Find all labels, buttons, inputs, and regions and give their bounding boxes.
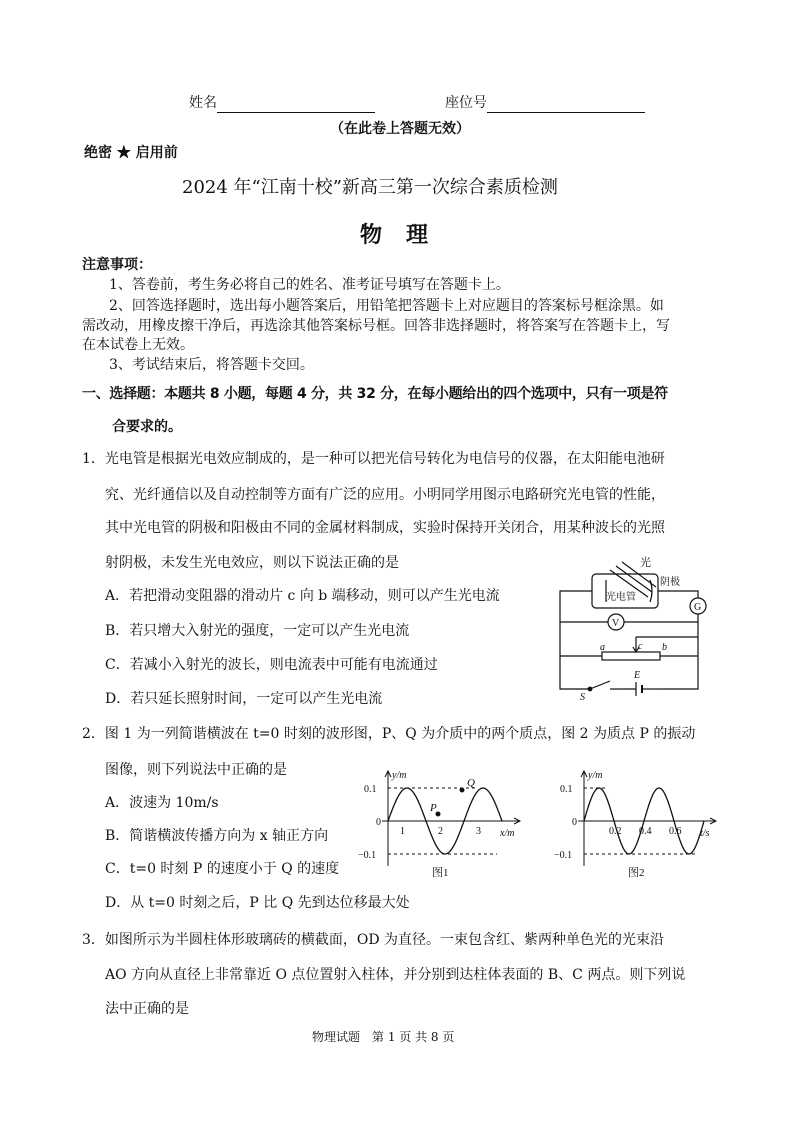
q1-option-c: C．若减小入射光的波长，则电流表中可能有电流通过 <box>105 657 438 673</box>
fig2-caption: 图2 <box>628 867 645 879</box>
t-tick-1: 0.2 <box>609 826 622 837</box>
label-E: E <box>634 670 641 681</box>
y-max-label: 0.1 <box>560 784 573 795</box>
rheostat <box>602 652 660 660</box>
q3-stem-line-1: 3．如图所示为半圆柱体形玻璃砖的横截面，OD 为直径。一束包含红、紫两种单色光的光束沿 <box>82 932 665 948</box>
switch-S[interactable] <box>590 681 610 689</box>
t-tick-2: 0.4 <box>639 826 652 837</box>
cathode-label: 阴极 <box>660 577 680 588</box>
fig1-caption: 图1 <box>432 867 449 879</box>
q1-stem-line-1: 1．光电管是根据光电效应制成的，是一种可以把光信号转化为电信号的仪器，在太阳能电池研 <box>82 451 665 467</box>
t-tick-3: 0.6 <box>669 826 682 837</box>
section-heading-line-2: 合要求的。 <box>112 419 182 435</box>
label-P: P <box>430 802 437 814</box>
q1-option-b: B．若只增大入射光的强度，一定可以产生光电流 <box>105 623 410 639</box>
q2-vibration-graph-fig2 <box>548 766 720 882</box>
x-label: x/m <box>500 828 515 839</box>
label-b: b <box>662 642 667 653</box>
origin-label: 0 <box>376 817 381 828</box>
q2-option-c: C．t=0 时刻 P 的速度小于 Q 的速度 <box>105 861 340 877</box>
note-2-line-2: 需改动，用橡皮擦干净后，再选涂其他答案标号框。回答非选择题时，将答案写在答题卡上，写 <box>82 318 670 334</box>
name-field-row <box>189 93 375 113</box>
light-label: 光 <box>640 557 651 569</box>
q2-option-d: D．从 t=0 时刻之后，P 比 Q 先到达位移最大处 <box>105 895 410 911</box>
label-Q: Q <box>467 777 475 789</box>
q2-option-a: A．波速为 10m/s <box>105 795 219 811</box>
name-blank <box>217 98 375 113</box>
q1-option-a: A．若把滑动变阻器的滑动片 c 向 b 端移动，则可以产生光电流 <box>105 588 500 604</box>
origin-label: 0 <box>572 817 577 828</box>
section-heading-line-1: 一、选择题：本题共 8 小题，每题 4 分，共 32 分，在每小题给出的四个选项中，只有一项是符 <box>82 386 668 402</box>
x-tick-1: 1 <box>400 826 405 837</box>
point-Q <box>460 788 464 792</box>
q2-stem-line-1: 2．图 1 为一列简谐横波在 t=0 时刻的波形图，P、Q 为介质中的两个质点，图 2 为质点 P 的振动 <box>82 726 696 742</box>
wire-left <box>560 591 592 689</box>
q1-stem-line-2: 究、光纤通信以及自动控制等方面有广泛的应用。小明同学用图示电路研究光电管的性能， <box>105 487 665 503</box>
q1-stem-line-4: 射阴极，未发生光电效应，则以下说法正确的是 <box>105 555 399 571</box>
secret-mark: 绝密 ★ 启用前 <box>84 145 178 161</box>
seat-label: 座位号 <box>445 95 487 111</box>
galvanometer-label: G <box>694 602 702 613</box>
light-ray <box>616 566 652 592</box>
voltmeter-label: V <box>612 618 620 629</box>
q3-stem-line-2: AO 方向从直径上非常靠近 O 点位置射入柱体，并分别到达柱体表面的 B、C 两点。则下列说 <box>105 967 686 983</box>
y-min-label: −0.1 <box>358 850 377 861</box>
note-1: 1、答卷前，考生务必将自己的姓名、准考证号填写在答题卡上。 <box>109 277 510 293</box>
q1-stem-line-3: 其中光电管的阴极和阳极由不同的金属材料制成，实验时保持开关闭合，用某种波长的光照 <box>105 520 665 536</box>
q2-option-b: B．简谐横波传播方向为 x 轴正方向 <box>105 828 329 844</box>
y-label: y/m <box>392 770 407 781</box>
q2-wave-graph-fig1 <box>352 766 524 882</box>
name-label: 姓名 <box>189 95 217 111</box>
note-2-line-3: 在本试卷上无效。 <box>82 337 194 353</box>
q1-circuit-diagram <box>548 552 718 702</box>
label-a: a <box>600 642 605 653</box>
seat-field-row <box>445 93 645 113</box>
x-label: t/s <box>700 828 710 839</box>
q1-option-d: D．若只延长照射时间，一定可以产生光电流 <box>105 691 383 707</box>
phototube-label: 光电管 <box>606 592 636 603</box>
label-c: c <box>638 641 643 652</box>
wire-top-right <box>658 591 698 598</box>
y-label: y/m <box>588 770 603 781</box>
exam-title: 2024 年“江南十校”新高三第一次综合素质检测 <box>182 177 558 198</box>
notes-heading: 注意事项： <box>82 257 152 273</box>
page-footer: 物理试题 第 1 页 共 8 页 <box>312 1030 455 1044</box>
label-S: S <box>580 692 585 702</box>
q3-stem-line-3: 法中正确的是 <box>105 1001 189 1017</box>
seat-blank <box>487 98 645 113</box>
x-tick-3: 3 <box>476 826 481 837</box>
invalid-note: （在此卷上答题无效） <box>330 121 470 137</box>
y-min-label: −0.1 <box>554 850 573 861</box>
subject-title: 物 理 <box>360 222 430 248</box>
x-tick-2: 2 <box>438 826 443 837</box>
q2-stem-line-2: 图像，则下列说法中正确的是 <box>105 762 287 778</box>
note-2-line-1: 2、回答选择题时，选出每小题答案后，用铅笔把答题卡上对应题目的答案标号框涂黑。如 <box>109 298 664 314</box>
y-max-label: 0.1 <box>364 784 377 795</box>
note-3: 3、考试结束后，将答题卡交回。 <box>109 357 314 373</box>
